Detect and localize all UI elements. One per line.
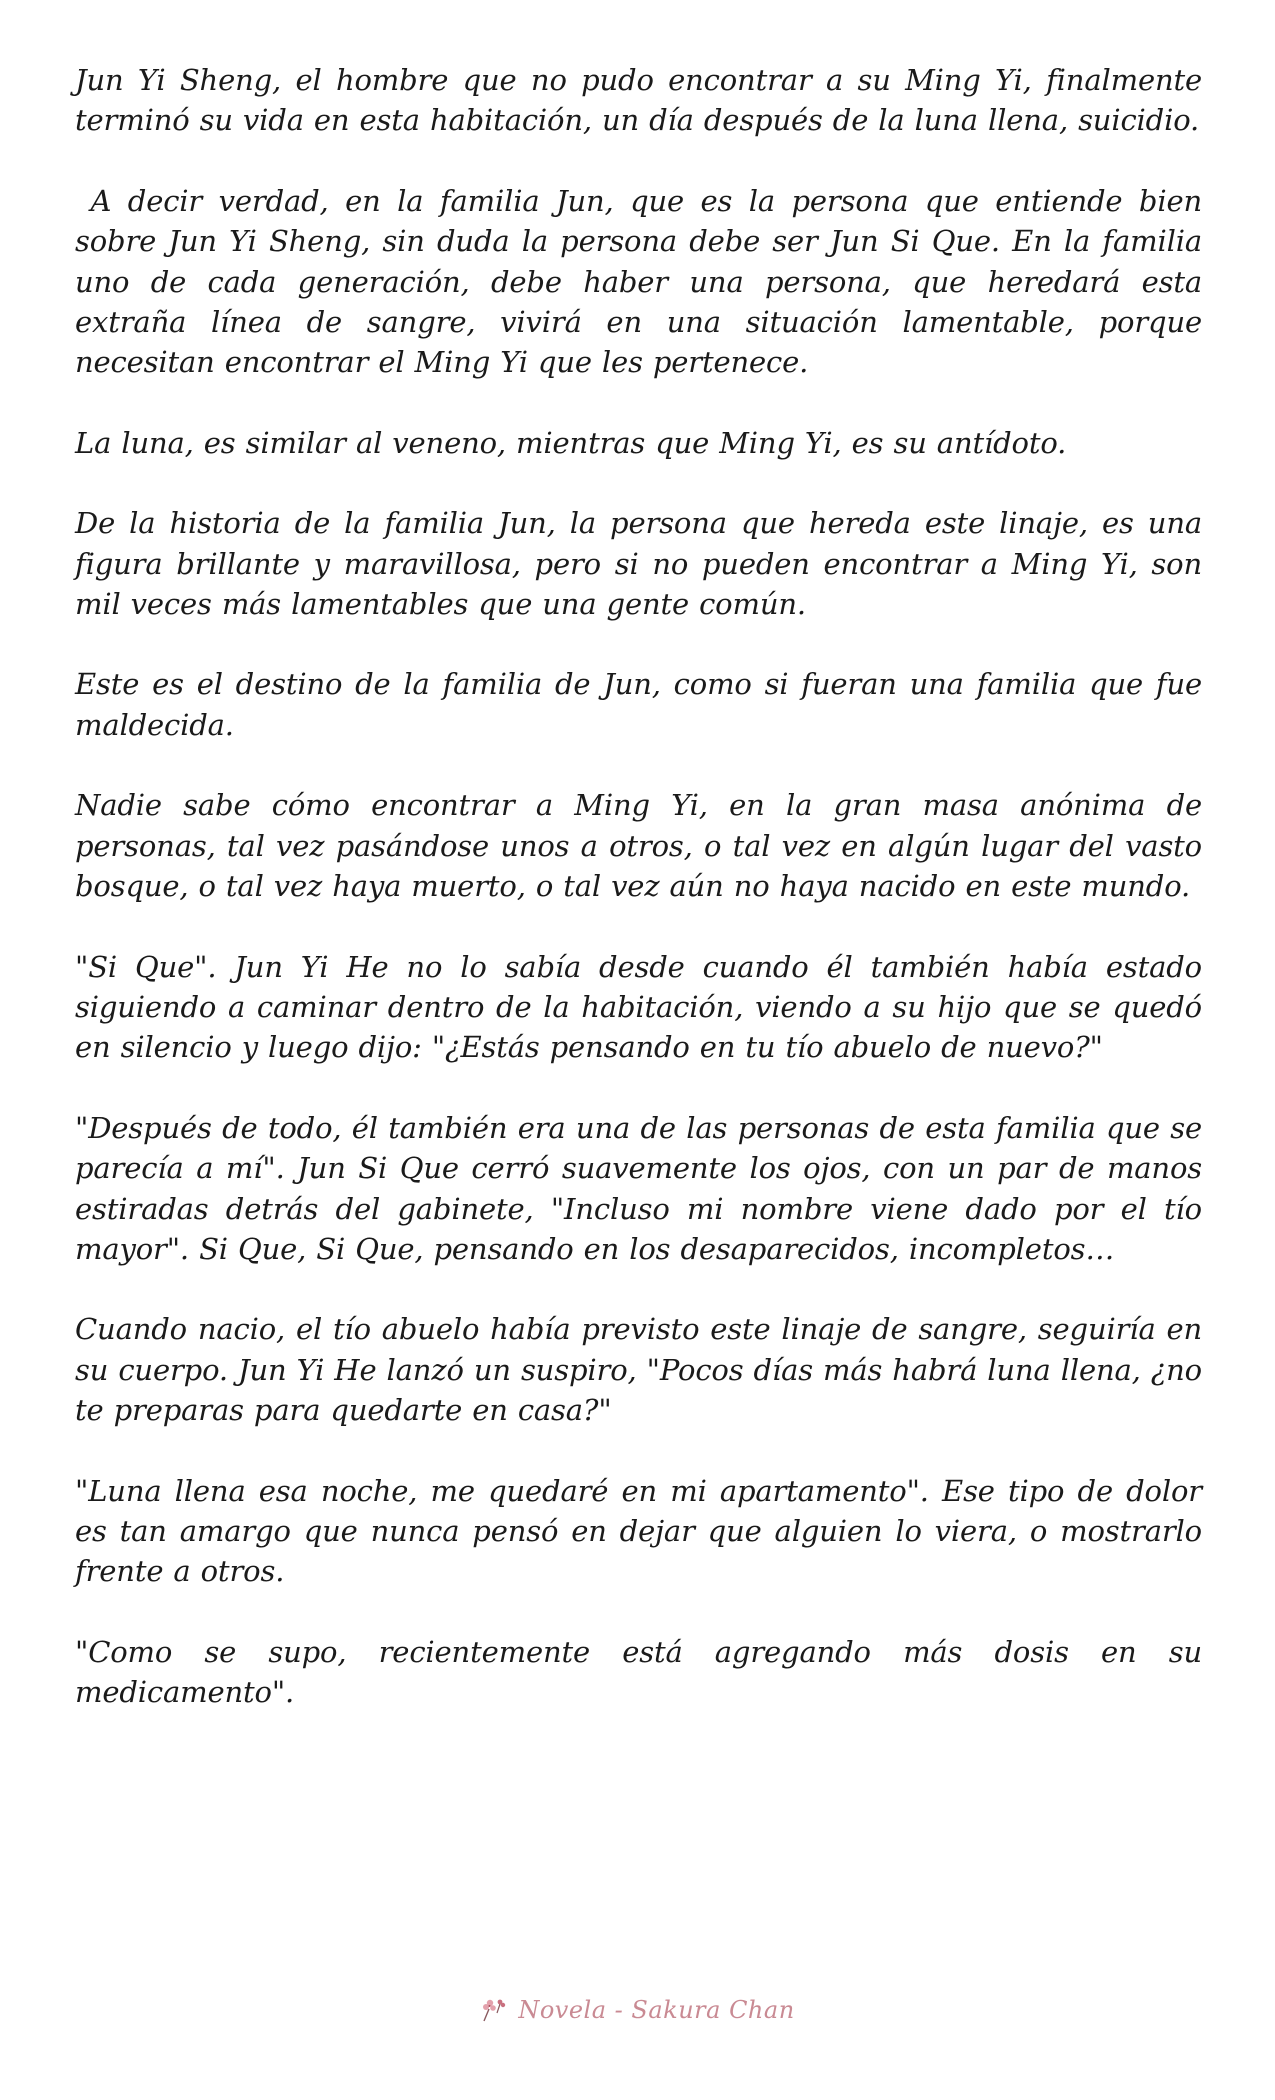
paragraph-11: "Como se supo, recientemente está agregando más dosis en su medicamento". <box>75 1634 1213 1710</box>
paragraph-3: La luna, es similar al veneno, mientras que Ming Yi, es su antídoto. <box>75 425 1067 460</box>
paragraph-8: "Después de todo, él también era una de las personas de esta familia que se parecía a mí". Jun Si Que cerró suavemente los ojos, con un par de manos estiradas detrás del gabinete, "Incluso mi nombre viene dado por el tío mayor". Si Que, Si Que, pensando en los desaparecidos, incompletos… <box>75 1110 1213 1266</box>
sakura-flower-icon <box>480 1995 510 2025</box>
paragraph-6: Nadie sabe cómo encontrar a Ming Yi, en la gran masa anónima de personas, tal vez pasándose unos a otros, o tal vez en algún lugar del vasto bosque, o tal vez haya muerto, o tal vez aún no haya nacido en este mundo. <box>75 788 1213 904</box>
footer-watermark <box>0 1995 1275 2030</box>
paragraph-7: "Si Que". Jun Yi He no lo sabía desde cuando él también había estado siguiendo a caminar dentro de la habitación, viendo a su hijo que se quedó en silencio y luego dijo: "¿Estás pensando en tu tío abuelo de nuevo?" <box>75 949 1213 1065</box>
paragraph-10: "Luna llena esa noche, me quedaré en mi apartamento". Ese tipo de dolor es tan amargo que nunca pensó en dejar que alguien lo viera, o mostrarlo frente a otros. <box>75 1473 1213 1589</box>
watermark-text: Novela - Sakura Chan <box>518 1996 795 2024</box>
watermark-group <box>480 1995 794 2025</box>
paragraph-2: A decir verdad, en la familia Jun, que es la persona que entiende bien sobre Jun Yi Sheng, sin duda la persona debe ser Jun Si Que. En la familia uno de cada generación, debe haber una persona, que heredará esta extraña línea de sangre, vivirá en una situación lamentable, porque necesitan encontrar el Ming Yi que les pertenece. <box>75 183 1213 380</box>
document-body <box>75 60 1213 1753</box>
paragraph-4: De la historia de la familia Jun, la persona que hereda este linaje, es una figura brillante y maravillosa, pero si no pueden encontrar a Ming Yi, son mil veces más lamentables que una gente común. <box>75 506 1213 622</box>
paragraph-9: Cuando nacio, el tío abuelo había previsto este linaje de sangre, seguiría en su cuerpo. Jun Yi He lanzó un suspiro, "Pocos días más habrá luna llena, ¿no te preparas para quedarte en casa?" <box>75 1312 1213 1428</box>
paragraph-5: Este es el destino de la familia de Jun, como si fueran una familia que fue maldecida. <box>75 667 1213 742</box>
paragraph-1: Jun Yi Sheng, el hombre que no pudo encontrar a su Ming Yi, finalmente terminó su vida en esta habitación, un día después de la luna llena, suicidio. <box>75 63 1213 138</box>
